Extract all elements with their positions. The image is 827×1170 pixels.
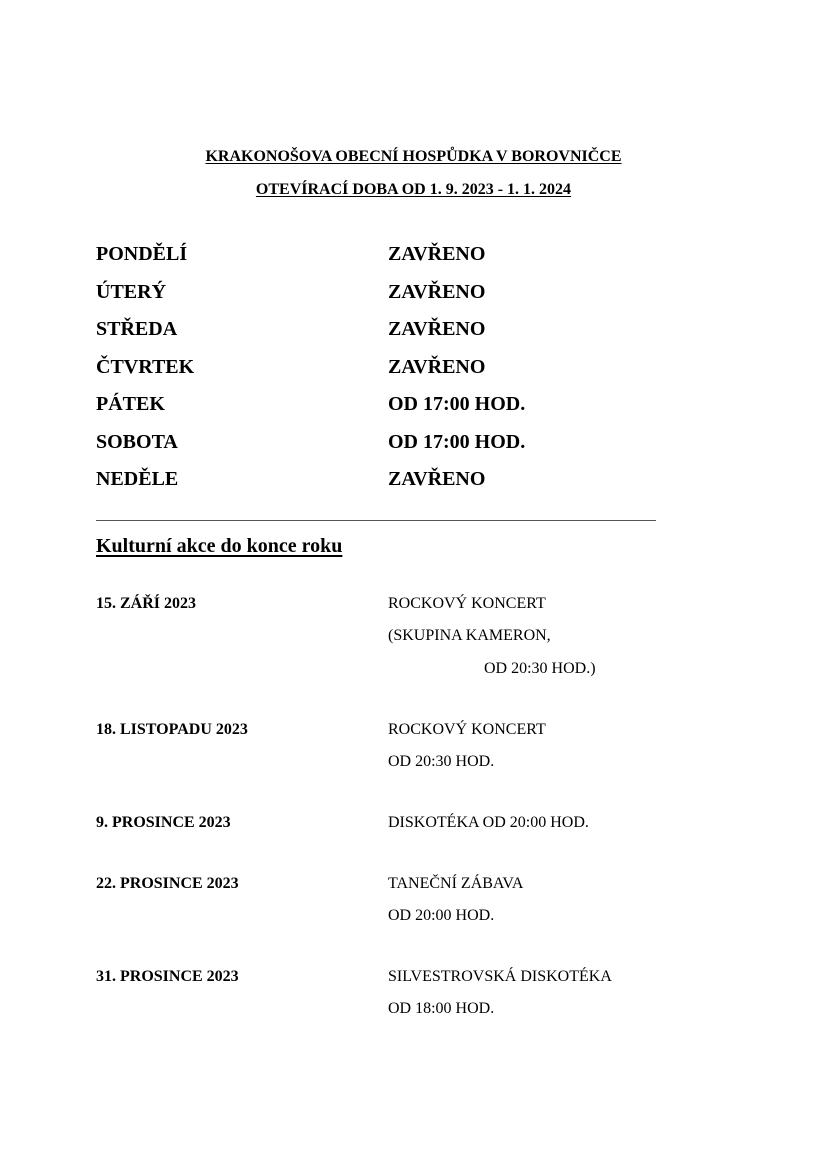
event-line: (SKUPINA KAMERON, (388, 627, 551, 644)
hours-day: PÁTEK (96, 393, 165, 415)
section-divider (96, 520, 656, 521)
hours-value: ZAVŘENO (388, 280, 486, 303)
event-date: 22. PROSINCE 2023 (96, 875, 239, 892)
event-line: SILVESTROVSKÁ DISKOTÉKA (388, 968, 612, 985)
hours-value: ZAVŘENO (388, 355, 486, 378)
hours-value: ZAVŘENO (388, 318, 486, 340)
hours-row (96, 318, 656, 356)
event-line: ROCKOVÝ KONCERT (388, 721, 546, 738)
hours-row (96, 243, 656, 281)
hours-row (96, 393, 656, 431)
hours-value: OD 17:00 HOD. (388, 430, 526, 453)
event-date: 9. PROSINCE 2023 (96, 814, 231, 831)
hours-value: OD 17:00 HOD. (388, 393, 526, 415)
hours-day: STŘEDA (96, 318, 178, 340)
page-title: KRAKONOŠOVA OBECNÍ HOSPŮDKA V BOROVNIČCE (205, 148, 622, 165)
event-line: ROCKOVÝ KONCERT (388, 595, 546, 612)
event-line: DISKOTÉKA OD 20:00 HOD. (388, 814, 589, 831)
event-line: OD 20:30 HOD. (388, 753, 495, 770)
event-line: OD 20:30 HOD.) (484, 660, 596, 677)
hours-day: ÚTERÝ (96, 280, 167, 303)
hours-value: ZAVŘENO (388, 243, 486, 265)
hours-day: NEDĚLE (96, 468, 179, 490)
hours-day: SOBOTA (96, 430, 178, 453)
opening-hours-period: OTEVÍRACÍ DOBA OD 1. 9. 2023 - 1. 1. 2024 (255, 181, 572, 198)
hours-row (96, 468, 656, 506)
hours-day: ČTVRTEK (96, 355, 195, 378)
event-date: 18. LISTOPADU 2023 (96, 721, 248, 738)
event-line: OD 20:00 HOD. (388, 907, 495, 924)
opening-hours-table (96, 243, 656, 506)
hours-value: ZAVŘENO (388, 468, 486, 490)
hours-row (96, 431, 656, 469)
hours-row (96, 281, 656, 319)
event-line: OD 18:00 HOD. (388, 1000, 495, 1017)
hours-row (96, 356, 656, 394)
events-heading: Kulturní akce do konce roku (96, 535, 343, 557)
event-date: 15. ZÁŘÍ 2023 (96, 595, 197, 612)
event-date: 31. PROSINCE 2023 (96, 968, 239, 985)
event-line: TANEČNÍ ZÁBAVA (388, 875, 524, 892)
hours-day: PONDĚLÍ (96, 243, 188, 265)
